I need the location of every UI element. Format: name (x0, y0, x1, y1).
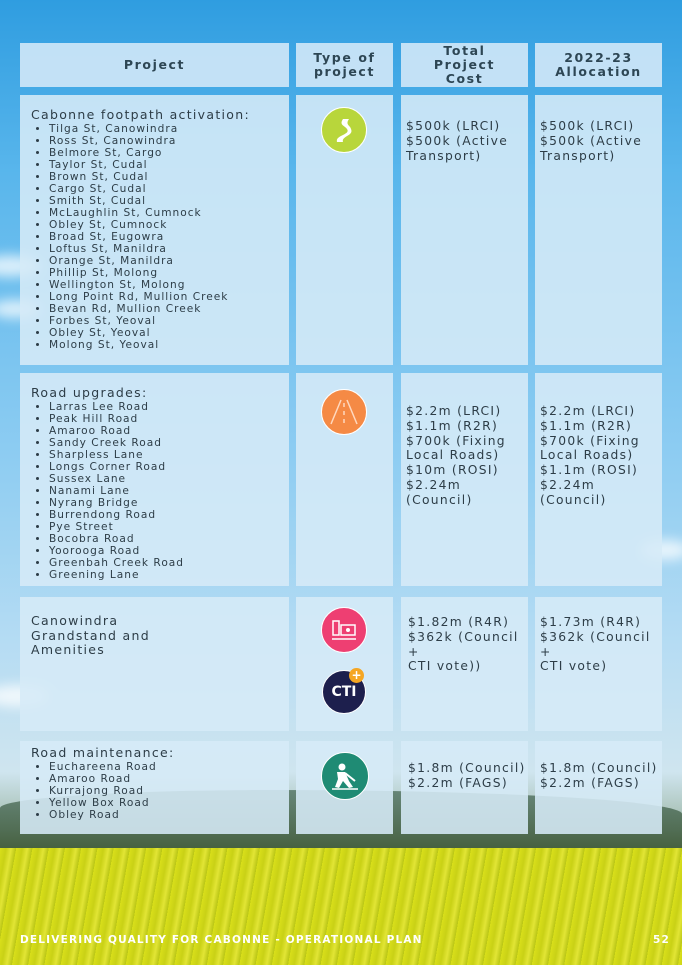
project-item: • Long Point Rd, Mullion Creek (49, 291, 289, 303)
text-line: Amenities (31, 642, 106, 657)
road-worker-icon (321, 752, 369, 800)
allocation-lines (535, 119, 662, 163)
text-line: $700k (Fixing (540, 433, 640, 448)
text-line: $362k (Council + (408, 629, 519, 659)
project-item: • Amaroo Road (49, 425, 289, 437)
project-cell-footpath (20, 95, 289, 365)
total-cost-cell-grandstand (401, 597, 528, 731)
text-line: CTI vote)) (408, 659, 482, 674)
project-item: • Broad St, Eugowra (49, 231, 289, 243)
project-item: • Ross St, Canowindra (49, 135, 289, 147)
project-title (31, 614, 289, 658)
text-line: $1.1m (R2R) (406, 418, 499, 433)
project-item: • Amaroo Road (49, 773, 289, 785)
project-item: • Sharpless Lane (49, 449, 289, 461)
total-cost-cell-road-maintenance (401, 741, 528, 834)
project-item: • Loftus St, Manildra (49, 243, 289, 255)
text-line: $2.2m (FAGS) (408, 775, 508, 790)
text-line: $1.73m (R4R) (540, 615, 642, 629)
text-line: $1.8m (Council) (540, 761, 658, 775)
text-line: $500k (LRCI) (406, 119, 501, 133)
total-cost-lines (403, 761, 528, 791)
project-item-list (31, 123, 289, 351)
type-cell-footpath (296, 95, 393, 365)
text-line: Local Roads) (540, 448, 634, 463)
project-item: • Greening Lane (49, 569, 289, 581)
text-line: $1.82m (R4R) (408, 615, 510, 629)
project-item: • Kurrajong Road (49, 785, 289, 797)
allocation-lines (535, 761, 662, 791)
text-line: CTI vote) (540, 659, 608, 674)
header-total-cost: Total Project Cost (401, 43, 528, 87)
project-item: • Phillip St, Molong (49, 267, 289, 279)
text-line: $1.8m (Council) (408, 761, 526, 775)
type-cell-road-upgrades (296, 373, 393, 586)
project-item: • Belmore St, Cargo (49, 147, 289, 159)
text-line: Transport) (540, 148, 616, 163)
project-item: • Taylor St, Cudal (49, 159, 289, 171)
project-cell-road-maintenance (20, 741, 289, 834)
header-project: Project (20, 43, 289, 87)
project-cell-grandstand (20, 597, 289, 731)
cti-icon: CTI (322, 670, 366, 714)
project-item: • Greenbah Creek Road (49, 557, 289, 569)
project-item: • Cargo St, Cudal (49, 183, 289, 195)
text-line: $10m (ROSI) (406, 463, 499, 478)
project-item: • Euchareena Road (49, 761, 289, 773)
grandstand-icon (321, 607, 367, 653)
project-title: Road upgrades: (31, 385, 148, 400)
project-item: • Obley St, Cumnock (49, 219, 289, 231)
project-item: • Yellow Box Road (49, 797, 289, 809)
project-item: • Sussex Lane (49, 473, 289, 485)
text-line: $500k (Active (540, 133, 643, 148)
text-line: $2.2m (LRCI) (406, 404, 502, 418)
project-item: • Nanami Lane (49, 485, 289, 497)
allocation-cell-footpath (535, 95, 662, 365)
allocation-cell-road-maintenance (535, 741, 662, 834)
project-item: • Smith St, Cudal (49, 195, 289, 207)
project-item: • Pye Street (49, 521, 289, 533)
project-item: • Sandy Creek Road (49, 437, 289, 449)
project-item-list (31, 401, 289, 581)
total-cost-lines (401, 404, 528, 508)
text-line: Transport) (406, 148, 482, 163)
allocation-cell-road-upgrades (535, 373, 662, 586)
text-line: $362k (Council + (540, 629, 651, 659)
text-line: $2.2m (LRCI) (540, 404, 636, 418)
text-line: $500k (LRCI) (540, 119, 635, 133)
project-item: • Tilga St, Canowindra (49, 123, 289, 135)
text-line: $700k (Fixing (406, 433, 506, 448)
project-item: • Yoorooga Road (49, 545, 289, 557)
text-line: $2.2m (FAGS) (540, 775, 640, 790)
header-allocation: 2022-23 Allocation (535, 43, 662, 87)
project-item: • McLaughlin St, Cumnock (49, 207, 289, 219)
text-line: Grandstand and (31, 627, 150, 643)
project-item-list (31, 761, 289, 821)
total-cost-cell-footpath (401, 95, 528, 365)
cti-plus-badge: + (349, 668, 364, 683)
project-item: • Brown St, Cudal (49, 171, 289, 183)
project-item: • Longs Corner Road (49, 461, 289, 473)
project-item: • Larras Lee Road (49, 401, 289, 413)
text-line: $2.24m (Council) (540, 477, 607, 507)
project-item: • Obley St, Yeoval (49, 327, 289, 339)
project-item: • Orange St, Manildra (49, 255, 289, 267)
total-cost-lines (403, 615, 528, 674)
project-item: • Bevan Rd, Mullion Creek (49, 303, 289, 315)
project-item: • Peak Hill Road (49, 413, 289, 425)
footer-title: DELIVERING QUALITY FOR CABONNE - OPERATIONAL PLAN (20, 934, 423, 946)
total-cost-cell-road-upgrades (401, 373, 528, 586)
text-line: Local Roads) (406, 448, 500, 463)
project-item: • Nyrang Bridge (49, 497, 289, 509)
type-cell-grandstand (296, 597, 393, 731)
project-item: • Burrendong Road (49, 509, 289, 521)
project-cell-road-upgrades (20, 373, 289, 586)
page-number: 52 (652, 934, 670, 946)
road-icon (321, 389, 367, 435)
total-cost-lines (401, 119, 528, 163)
header-type: Type of project (296, 43, 393, 87)
text-line: $2.24m (Council) (406, 477, 473, 507)
allocation-cell-grandstand (535, 597, 662, 731)
background-canola-field (0, 848, 682, 965)
text-line: Canowindra (31, 613, 119, 628)
project-item: • Forbes St, Yeoval (49, 315, 289, 327)
text-line: $500k (Active (406, 133, 509, 148)
type-cell-road-maintenance (296, 741, 393, 834)
project-item: • Wellington St, Molong (49, 279, 289, 291)
project-item: • Molong St, Yeoval (49, 339, 289, 351)
project-item: • Bocobra Road (49, 533, 289, 545)
allocation-lines (535, 615, 662, 674)
allocation-lines (535, 404, 662, 508)
project-title: Cabonne footpath activation: (31, 107, 250, 122)
project-item: • Obley Road (49, 809, 289, 821)
project-title: Road maintenance: (31, 745, 175, 760)
winding-path-icon (321, 107, 367, 153)
text-line: $1.1m (R2R) (540, 418, 633, 433)
text-line: $1.1m (ROSI) (540, 463, 639, 478)
